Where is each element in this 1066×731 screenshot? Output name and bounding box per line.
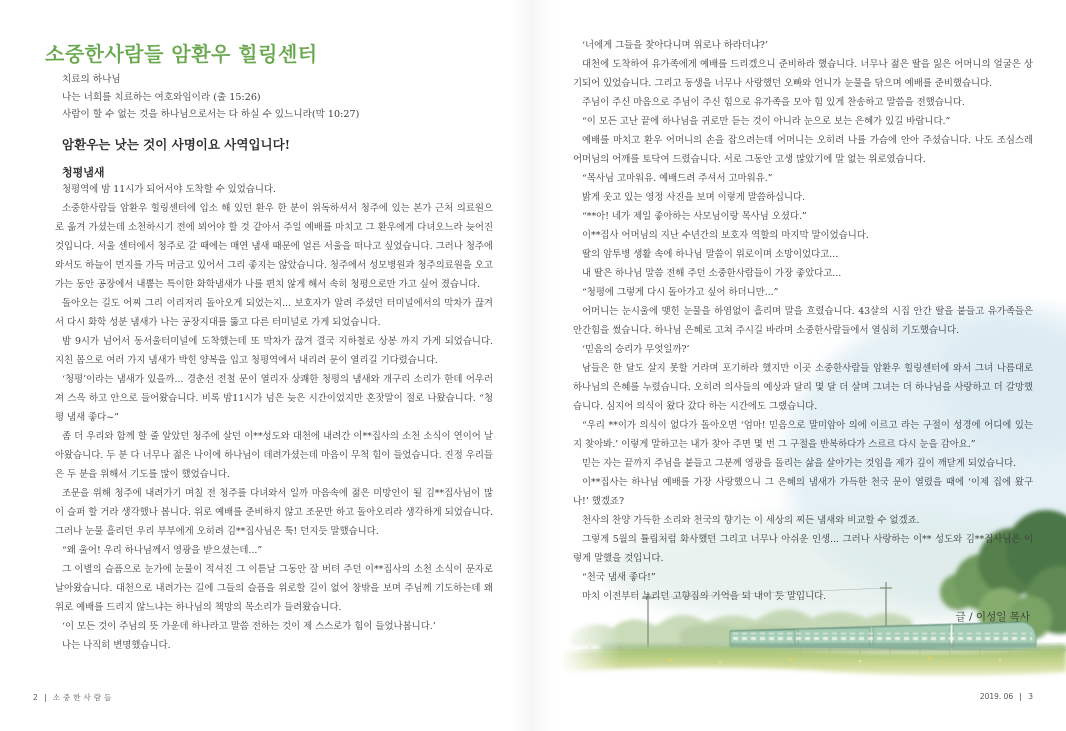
- quote-paragraph: ‘이 모든 것이 주님의 뜻 가운데 하나라고 말씀 전하는 것이 제 스스로가 힘이 들었나봅니다.’: [62, 621, 436, 632]
- page-number: 3: [1028, 692, 1033, 701]
- paragraph: 천사의 찬양 가득한 소리와 천국의 향기는 이 세상의 찌든 냄새와 비교할 수 없겠죠.: [582, 515, 920, 526]
- quote-paragraph: “청평에 그렇게 다시 돌아가고 싶어 하더니만...”: [582, 287, 779, 298]
- spine-shadow: [533, 0, 555, 731]
- paragraph: 청평역에 밤 11시가 되어서야 도착할 수 있었습니다.: [62, 184, 276, 195]
- quote-paragraph: ‘믿음의 승리가 무엇일까?’: [582, 344, 690, 355]
- paragraph: 대천에 도착하여 유가족에게 예배를 드리겠으니 준비하라 했습니다. 너무나 젊은 딸을 잃은 어머니의 얼굴은 상기되어 있었습니다. 그리고 동생을 너무나 사랑했던 오빠와 언니가 눈물을 닦으며 예배를 준비했습니다.: [573, 59, 1033, 89]
- paragraph: 돌아오는 길도 어찌 그리 이리저리 돌아오게 되었는지... 보호자가 알려 주셨던 터미널에서의 막차가 끊겨서 다시 화학 성분 냄새가 나는 공장지대를 뚫고 다른 터미널로 가게 되었습니다.: [55, 298, 493, 328]
- scripture-intro: [62, 71, 492, 124]
- intro-line: 나는 너희를 치료하는 여호와임이라 (출 15:26): [62, 91, 261, 103]
- footer-divider: [45, 694, 46, 702]
- paragraph: 어머니는 눈시울에 맺힌 눈물을 하염없이 흘리며 말을 흐렸습니다. 43살의 시집 안간 딸을 붙들고 유가족들은 안간힘을 썼습니다. 하나님 은혜로 고쳐 주시길 바라며 소중한사람들에서 열심히 기도했습니다.: [573, 306, 1033, 336]
- paragraph: 그렇게 5월의 튤립처럼 화사했던 그리고 너무나 아쉬운 인생... 그러나 사랑하는 이** 성도와 김**집사님은 이렇게 말했을 것입니다.: [573, 534, 1033, 564]
- issue-date: 2019. 06: [979, 692, 1014, 701]
- paragraph: 이**집사 어머님의 지난 수년간의 보호자 역할의 마지막 말이었습니다.: [582, 230, 869, 241]
- paragraph: 딸의 암투병 생활 속에 하나님 말씀이 위로이며 소망이었다고...: [582, 249, 839, 260]
- quote-paragraph: “이 모든 고난 끝에 하나님을 귀로만 듣는 것이 아니라 눈으로 보는 은혜가 있길 바랍니다.”: [582, 116, 951, 127]
- paragraph: 밤 9시가 넘어서 동서울터미널에 도착했는데 또 막차가 끊겨 결국 지하철로 상봉 까지 가게 되었습니다. 지친 몸으로 여러 가지 냄새가 박힌 양복을 입고 청평역에서 내리려 문이 열리길 기다렸습니다.: [55, 336, 493, 366]
- right-page: [533, 0, 1066, 731]
- quote-paragraph: ‘너에게 그들을 찾아다니며 위로나 하라더냐?’: [582, 40, 768, 51]
- paragraph: 이**집사는 하나님 예배를 가장 사랑했으니 그 은혜의 냄새가 가득한 천국 문이 열렸을 때에 ‘이제 집에 왔구나!’ 했겠죠?: [573, 477, 1033, 507]
- quote-paragraph: “천국 냄새 좋다!”: [582, 572, 656, 583]
- paragraph: 예배를 마치고 환우 어머니의 손을 잡으려는데 어머니는 오히려 나를 가슴에 안아 주셨습니다. 나도 조심스레 어머님의 어깨를 토닥여 드렸습니다. 서로 그동안 고생 많았기에 말 없는 위로였습니다.: [573, 135, 1033, 165]
- paragraph: 좀 더 우리와 함께 할 줄 알았던 청주에 살던 이**성도와 대천에 내려간 이**집사의 소천 소식이 연이어 날아왔습니다. 두 분 다 너무나 젊은 나이에 하나님이 데려가셨는데 마음이 무척 힘이 들었습니다. 진정 우리들은 두 분을 위해서 기도를 많이 했었습니다.: [55, 431, 493, 480]
- intro-line: 사람이 할 수 없는 것을 하나님으로서는 다 하실 수 있느니라(막 10:27): [62, 109, 360, 120]
- paragraph: 믿는 자는 끝까지 주님을 붙들고 그분께 영광을 돌리는 삶을 살아가는 것임을 제가 깊이 깨닫게 되었습니다.: [582, 458, 1017, 469]
- right-footer: [980, 692, 1033, 701]
- paragraph: 밝게 웃고 있는 영정 사진을 보며 이렇게 말씀하십니다.: [582, 192, 806, 203]
- paragraph: 주님이 주신 마음으로 주님이 주신 힘으로 유가족을 모아 힘 있게 찬송하고 말씀을 전했습니다.: [582, 97, 965, 108]
- paragraph: 남들은 한 달도 살지 못할 거라며 포기하라 했지만 이곳 소중한사람들 암환우 힐링센터에 와서 그녀 나름대로 하나님의 은혜를 누렸습니다. 오히려 의사들의 예상과 달리 몇 달 더 살며 그녀는 더 하나님을 사랑하고 더 갈망했습니다. 심지어 의식이 왔다 갔다 하는 시간에도 그랬습니다.: [573, 363, 1033, 412]
- paragraph: 조문을 위해 청주에 내려가기 며칠 전 청주를 다녀와서 일까 마음속에 젊은 미망인이 될 김**집사님이 많이 슬퍼 할 거라 생각했나 봅니다. 위로 예배를 준비하지 않고 조문만 하고 돌아오리라 생각하게 되었습니다. 그러나 눈물 흘리던 우리 부부에게 오히려 김**집사님은 툭! 던지듯 말했습니다.: [55, 488, 493, 537]
- article-subheading: 청평냄새: [62, 166, 105, 179]
- paragraph: 나는 나직히 변명했습니다.: [62, 640, 171, 651]
- page-number: 2: [33, 693, 38, 702]
- publication-name: 소중한사람들: [52, 693, 115, 702]
- intro-line: 치료의 하나님: [62, 74, 121, 85]
- paragraph: 마치 이전부터 누리던 고향집의 기억을 되 내이 듯 말입니다.: [582, 591, 827, 602]
- spine-shadow: [511, 0, 533, 731]
- paragraph: 소중한사람들 암환우 힐링센터에 입소 해 있던 환우 한 분이 위독하셔서 청주에 있는 본가 근처 의료원으로 옮겨 가셨는데 소천하시기 전에 뵈어야 할 것 같아서 주일 예배를 마치고 그 환우에게 다녀오느라 늦어진 것입니다. 서울 센터에서 청주로 갈 때에는 매연 냄새 때문에 얼른 서울을 떠나고 싶었습니다. 그러나 청주에 와서도 하늘이 먼지를 가득 머금고 있어서 그리 좋지는 않았습니다. 청주에서 성모병원과 청주의료원을 오고 가는 동안 공장에서 내뿜는 특이한 화학냄새가 나를 편치 않게 해서 속히 청평으로만 가고 싶어 졌습니다.: [55, 203, 493, 290]
- author-signature: 글 / 이성일 목사: [955, 611, 1030, 623]
- left-body-text: [55, 180, 493, 655]
- article-heading: 암환우는 낫는 것이 사명이요 사역입니다!: [62, 137, 291, 152]
- paragraph: 그 이별의 슬픔으로 눈가에 눈물이 적셔진 그 이튿날 그동안 잘 버텨 주던 이**집사의 소천 소식이 문자로 날아왔습니다. 대천으로 내려가는 길에 그들의 슬픔을 위로할 길이 없어 창밖을 보며 주님께 기도하는데 왜 위로 예배를 드리지 않느냐는 하나님의 책망의 목소리가 들려왔습니다.: [55, 564, 493, 613]
- footer-divider: [1020, 693, 1021, 701]
- quote-paragraph: “**아! 네가 제일 좋아하는 사모님이랑 목사님 오셨다.”: [582, 211, 807, 222]
- quote-paragraph: “목사님 고마워유. 예배드려 주셔서 고마워유.”: [582, 173, 773, 184]
- right-body-text: [573, 36, 1033, 606]
- paragraph: 내 딸은 하나님 말씀 전해 주던 소중한사람들이 가장 좋았다고...: [582, 268, 842, 279]
- paragraph: ‘청평’이라는 냄새가 있을까... 경춘선 전철 문이 열리자 상쾌한 청평의 냄새와 개구리 소리가 한데 어우러져 스윽 하고 안으로 들어왔습니다. 비록 밤11시가 넘은 늦은 시간이었지만 혼잣말이 절로 나왔습니다. “청평 냄새 좋다~”: [55, 374, 493, 423]
- quote-paragraph: “왜 울어! 우리 하나님께서 영광을 받으셨는데...”: [62, 545, 263, 556]
- page-title: 소중한사람들 암환우 힐링센터: [45, 42, 318, 66]
- quote-paragraph: “우리 **이가 의식이 없다가 돌아오면 ‘엄마! 믿음으로 말미암아 의에 이르고 라는 구절이 성경에 어디에 있는지 찾아봐.’ 이렇게 말하고는 내가 찾아 주면 몇 번 그 구절을 반복하다가 스르르 다시 눈을 감아요.”: [573, 420, 1033, 450]
- left-footer: [33, 692, 114, 703]
